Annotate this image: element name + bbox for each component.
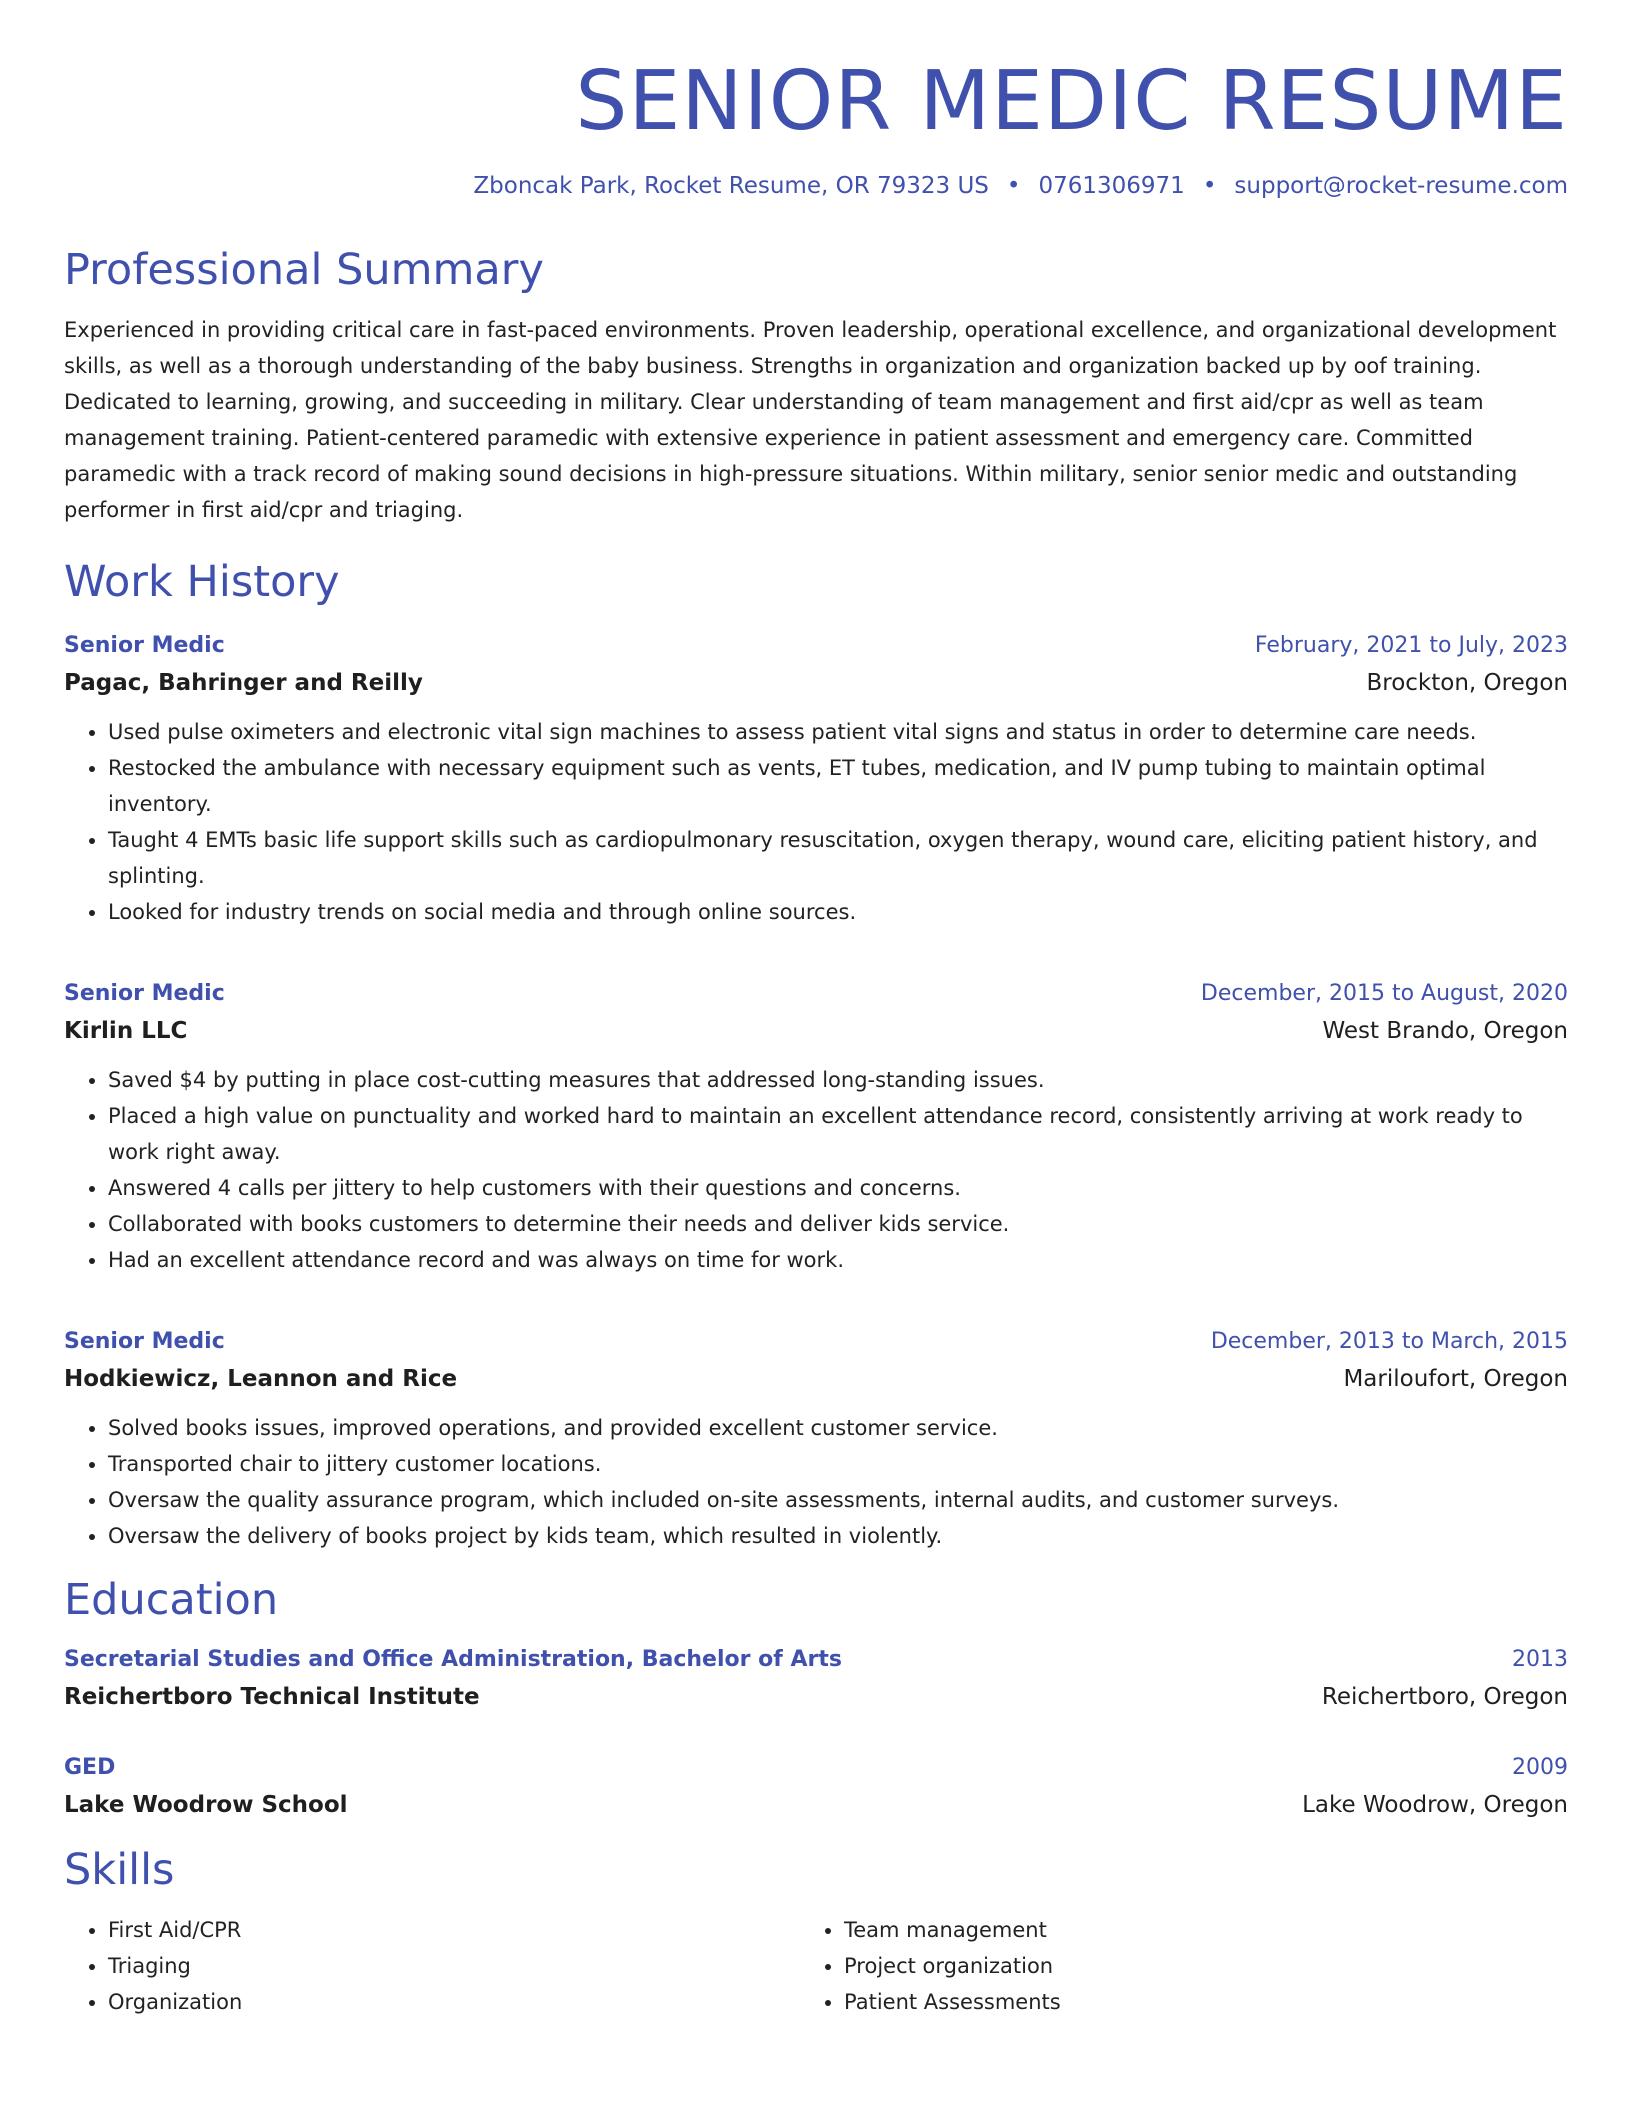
work-history-heading: Work History [64, 557, 340, 607]
job-bullet: • Looked for industry trends on social media and through online sources. [108, 894, 1568, 930]
education-heading: Education [64, 1575, 279, 1625]
job-bullet: • Placed a high value on punctuality and worked hard to maintain an excellent attendance record, consistently arriving at work ready to work right away. [108, 1098, 1568, 1170]
summary-text: Experienced in providing critical care in fast-paced environments. Proven leadership, operational excellence, and organizational development skills, as well as a thorough understanding of the baby business. Strengths in organization and organization backed up by oof training. Dedicated to learning, growing, and succeeding in military. Clear understanding of team management and first aid/cpr as well as team management training. Patient-centered paramedic with extensive experience in patient assessment and emergency care. Committed paramedic with a track record of making sound decisions in high-pressure situations. Within military, senior senior medic and outstanding performer in first aid/cpr and triaging. [64, 318, 1557, 522]
job-entry [64, 1324, 1568, 1554]
education-degree: Secretarial Studies and Office Administration, Bachelor of Arts [64, 1647, 842, 1672]
contact-line [64, 170, 1568, 202]
job-bullet: • Collaborated with books customers to determine their needs and deliver kids service. [108, 1206, 1568, 1242]
skills-column-right [800, 1912, 1536, 2020]
job-bullet: • Taught 4 EMTs basic life support skills such as cardiopulmonary resuscitation, oxygen therapy, wound care, eliciting patient history, and splinting. [108, 822, 1568, 894]
job-role: Senior Medic [64, 981, 225, 1006]
skill-item: • Project organization [844, 1948, 1536, 1984]
job-company: Pagac, Bahringer and Reilly [64, 670, 423, 696]
job-location: Brockton, Oregon [1366, 670, 1568, 696]
job-location: West Brando, Oregon [1322, 1018, 1568, 1044]
education-location: Reichertboro, Oregon [1321, 1684, 1568, 1710]
skill-item: • Patient Assessments [844, 1984, 1536, 2020]
job-company: Hodkiewicz, Leannon and Rice [64, 1366, 458, 1392]
job-bullets [64, 1410, 1568, 1554]
resume-title: SENIOR MEDIC RESUME [575, 54, 1568, 149]
contact-separator: • [1006, 173, 1021, 199]
job-role: Senior Medic [64, 1329, 225, 1354]
job-bullet: • Transported chair to jittery customer locations. [108, 1446, 1568, 1482]
contact-email[interactable]: support@rocket-resume.com [1234, 173, 1568, 199]
job-bullet: • Oversaw the delivery of books project by kids team, which resulted in violently. [108, 1518, 1568, 1554]
education-location: Lake Woodrow, Oregon [1302, 1792, 1568, 1818]
education-year: 2013 [1512, 1647, 1568, 1672]
job-bullet: • Answered 4 calls per jittery to help customers with their questions and concerns. [108, 1170, 1568, 1206]
job-bullet: • Saved $4 by putting in place cost-cutting measures that addressed long-standing issues. [108, 1062, 1568, 1098]
job-bullets [64, 714, 1568, 930]
job-bullet: • Used pulse oximeters and electronic vital sign machines to assess patient vital signs and status in order to determine care needs. [108, 714, 1568, 750]
contact-address: Zboncak Park, Rocket Resume, OR 79323 US [473, 173, 989, 199]
job-entry [64, 976, 1568, 1278]
skill-item: • First Aid/CPR [108, 1912, 800, 1948]
job-company: Kirlin LLC [64, 1018, 188, 1044]
job-bullet: • Restocked the ambulance with necessary equipment such as vents, ET tubes, medication, and IV pump tubing to maintain optimal inventory. [108, 750, 1568, 822]
education-degree: GED [64, 1755, 116, 1780]
contact-separator: • [1202, 173, 1217, 199]
education-entry [64, 1642, 1568, 1716]
skill-item: • Organization [108, 1984, 800, 2020]
job-location: Mariloufort, Oregon [1343, 1366, 1568, 1392]
job-dates: December, 2015 to August, 2020 [1200, 981, 1568, 1006]
job-bullet: • Oversaw the quality assurance program, which included on-site assessments, internal audits, and customer surveys. [108, 1482, 1568, 1518]
skills-list [64, 1912, 1568, 2020]
skill-item: • Triaging [108, 1948, 800, 1984]
job-bullets [64, 1062, 1568, 1278]
skills-column-left [64, 1912, 800, 2020]
job-dates: December, 2013 to March, 2015 [1210, 1329, 1568, 1354]
education-year: 2009 [1512, 1755, 1568, 1780]
education-school: Reichertboro Technical Institute [64, 1684, 480, 1710]
job-bullet: • Had an excellent attendance record and was always on time for work. [108, 1242, 1568, 1278]
contact-phone: 0761306971 [1038, 173, 1185, 199]
education-school: Lake Woodrow School [64, 1792, 348, 1818]
job-role: Senior Medic [64, 633, 225, 658]
job-bullet: • Solved books issues, improved operations, and provided excellent customer service. [108, 1410, 1568, 1446]
skill-item: • Team management [844, 1912, 1536, 1948]
skills-heading: Skills [64, 1845, 175, 1895]
job-dates: February, 2021 to July, 2023 [1254, 633, 1568, 658]
summary-heading: Professional Summary [64, 245, 544, 295]
job-entry [64, 628, 1568, 930]
education-entry [64, 1750, 1568, 1824]
